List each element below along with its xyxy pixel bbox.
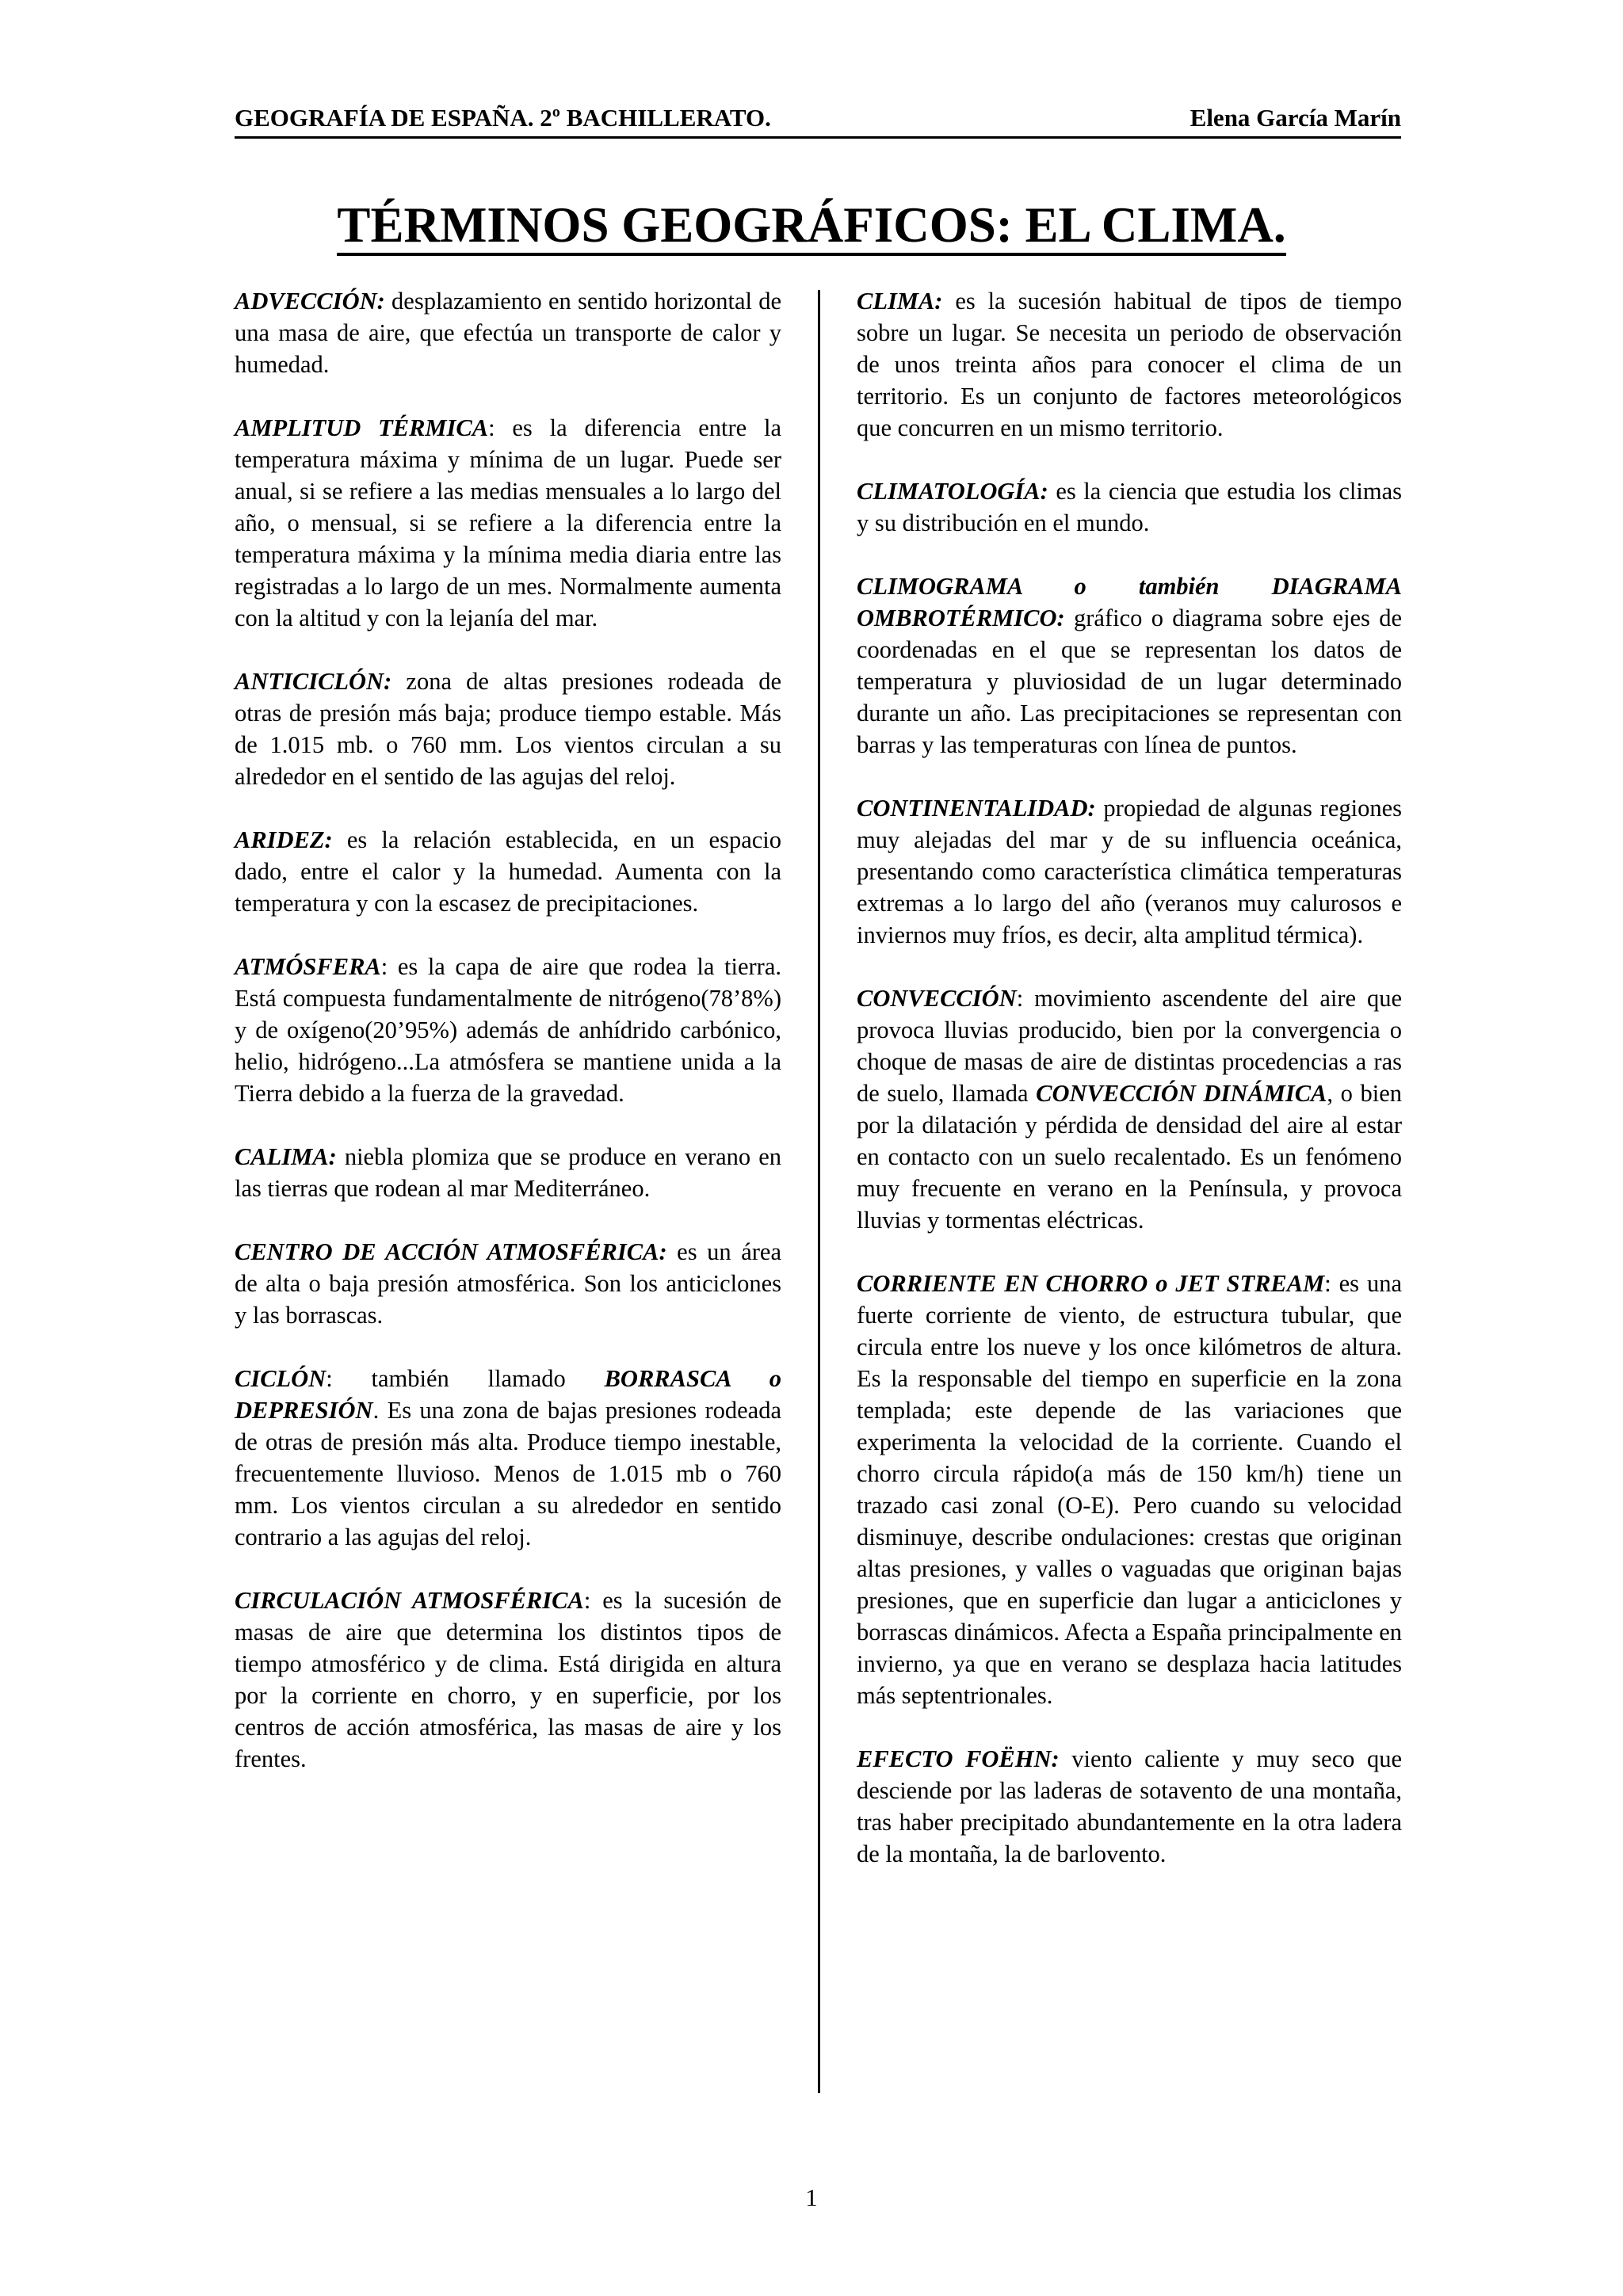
glossary-definition: : movimiento ascendente del aire que provoca lluvias producido, bien por la convergencia o choque de masas de aire de distintas procedencias a ras de suelo, llamada [857, 985, 1402, 1107]
glossary-term: ANTICICLÓN: [235, 668, 392, 695]
glossary-entry [857, 982, 1402, 1236]
glossary-definition: : es la diferencia entre la temperatura máxima y mínima de un lugar. Puede ser anual, si se refiere a las medias mensuales a lo largo del año, o mensual, si se refiere a la diferencia entre la temperatura máxima y la mínima media diaria entre las registradas a lo largo de un mes. Normalmente aumenta con la altitud y con la lejanía del mar. [235, 414, 781, 631]
glossary-term: CIRCULACIÓN ATMOSFÉRICA [235, 1587, 584, 1614]
glossary-entry [235, 1236, 781, 1331]
glossary-definition: es la sucesión habitual de tipos de tiempo sobre un lugar. Se necesita un periodo de observación de unos treinta años para conocer el clima de un territorio. Es un conjunto de factores meteorológicos que concurren en un mismo territorio. [857, 288, 1402, 441]
glossary-entry [235, 1141, 781, 1204]
glossary-entry [235, 412, 781, 634]
right-column [857, 285, 1402, 1901]
glossary-term: CLIMA: [857, 288, 943, 315]
glossary-term: CORRIENTE EN CHORRO o JET STREAM [857, 1270, 1325, 1297]
glossary-entry [235, 285, 781, 380]
glossary-definition: : también llamado [326, 1365, 605, 1392]
glossary-term: AMPLITUD TÉRMICA [235, 414, 489, 441]
glossary-entry [857, 1743, 1402, 1870]
glossary-entry [857, 475, 1402, 539]
glossary-definition: niebla plomiza que se produce en verano en las tierras que rodean al mar Mediterráneo. [235, 1143, 781, 1202]
glossary-term: CLIMOGRAMA o también DIAGRAMA OMBROTÉRMICO: [857, 573, 1402, 631]
glossary-term: CLIMATOLOGÍA: [857, 478, 1048, 505]
glossary-definition: es un área de alta o baja presión atmosférica. Son los anticiclones y las borrascas. [235, 1238, 781, 1329]
glossary-term: CONTINENTALIDAD: [857, 795, 1096, 822]
glossary-entry [235, 666, 781, 792]
glossary-entry [857, 285, 1402, 444]
glossary-definition: : es la sucesión de masas de aire que determina los distintos tipos de tiempo atmosférico y de clima. Está dirigida en altura por la corriente en chorro, y en superficie, por los centros de acción atmosférica, las masas de aire y los frentes. [235, 1587, 781, 1772]
glossary-definition: gráfico o diagrama sobre ejes de coordenadas en el que se representan los datos de temperatura y pluviosidad de un lugar determinado durante un año. Las precipitaciones se representan con barras y las temperaturas con línea de puntos. [857, 605, 1402, 758]
glossary-term: CICLÓN [235, 1365, 327, 1392]
page-title-text: TÉRMINOS GEOGRÁFICOS: EL CLIMA. [337, 197, 1285, 256]
glossary-term: ARIDEZ: [235, 826, 333, 853]
glossary-entry [235, 951, 781, 1109]
glossary-term: CENTRO DE ACCIÓN ATMOSFÉRICA: [235, 1238, 667, 1265]
glossary-definition: : es una fuerte corriente de viento, de estructura tubular, que circula entre los nueve y los once kilómetros de altura. Es la responsable del tiempo en superficie en la zona templada; este depende de las variaciones que experimenta la velocidad de la corriente. Cuando el chorro circula rápido(a más de 150 km/h) tiene un trazado casi zonal (O-E). Pero cuando su velocidad disminuye, describe ondulaciones: crestas que originan altas presiones, y valles o vaguadas que originan bajas presiones, que en superficie dan lugar a anticiclones y borrascas dinámicos. Afecta a España principalmente en invierno, ya que en verano se desplaza hacia latitudes más septentrionales. [857, 1270, 1402, 1709]
glossary-definition: es la relación establecida, en un espacio dado, entre el calor y la humedad. Aumenta con la temperatura y con la escasez de precipitaciones. [235, 826, 781, 917]
glossary-term-secondary: BORRASCA o DEPRESIÓN [235, 1365, 781, 1424]
left-column [235, 285, 781, 1806]
page-header [235, 100, 1401, 139]
glossary-definition: viento caliente y muy seco que desciende por las laderas de sotavento de una montaña, tras haber precipitado abundantemente en la otra ladera de la montaña, la de barlovento. [857, 1745, 1402, 1867]
page-number: 1 [805, 2183, 818, 2211]
glossary-term-secondary: CONVECCIÓN DINÁMICA [1036, 1080, 1327, 1107]
glossary-entry [235, 1363, 781, 1553]
glossary-entry [857, 570, 1402, 761]
glossary-entry [857, 1268, 1402, 1711]
header-author: Elena García Marín [1190, 104, 1401, 132]
glossary-definition-continued: , o bien por la dilatación y pérdida de densidad del aire al estar en contacto con un suelo recalentado. Es un fenómeno muy frecuente en verano en la Península, y provoca lluvias y tormentas eléctricas. [857, 1080, 1403, 1234]
glossary-definition: : es la capa de aire que rodea la tierra. Está compuesta fundamentalmente de nitrógeno(78’8%) y de oxígeno(20’95%) además de anhídrido carbónico, helio, hidrógeno...La atmósfera se mantiene unida a la Tierra debido a la fuerza de la gravedad. [235, 953, 781, 1107]
glossary-definition: desplazamiento en sentido horizontal de una masa de aire, que efectúa un transporte de calor y humedad. [235, 288, 781, 378]
glossary-term: CALIMA: [235, 1143, 337, 1170]
glossary-term: EFECTO FOËHN: [857, 1745, 1060, 1772]
header-course-title: GEOGRAFÍA DE ESPAÑA. 2º BACHILLERATO. [235, 104, 771, 132]
glossary-definition-continued: . Es una zona de bajas presiones rodeada de otras de presión más alta. Produce tiempo inestable, frecuentemente lluvioso. Menos de 1.015 mb o 760 mm. Los vientos circulan a su alrededor en sentido contrario a las agujas del reloj. [235, 1397, 781, 1550]
glossary-term: CONVECCIÓN [857, 985, 1017, 1012]
page-title [0, 193, 1623, 257]
glossary-definition: propiedad de algunas regiones muy alejadas del mar y de su influencia oceánica, presentando como característica climática temperaturas extremas a lo largo del año (veranos muy calurosos e inviernos muy fríos, es decir, alta amplitud térmica). [857, 795, 1402, 948]
glossary-definition: es la ciencia que estudia los climas y su distribución en el mundo. [857, 478, 1402, 536]
glossary-entry [857, 792, 1402, 951]
glossary-term: ADVECCIÓN: [235, 288, 385, 315]
glossary-definition: zona de altas presiones rodeada de otras de presión más baja; produce tiempo estable. Más de 1.015 mb. o 760 mm. Los vientos circulan a su alrededor en el sentido de las agujas del reloj. [235, 668, 781, 790]
glossary-entry [235, 824, 781, 919]
glossary-entry [235, 1585, 781, 1775]
column-divider [818, 290, 820, 2093]
glossary-term: ATMÓSFERA [235, 953, 381, 980]
